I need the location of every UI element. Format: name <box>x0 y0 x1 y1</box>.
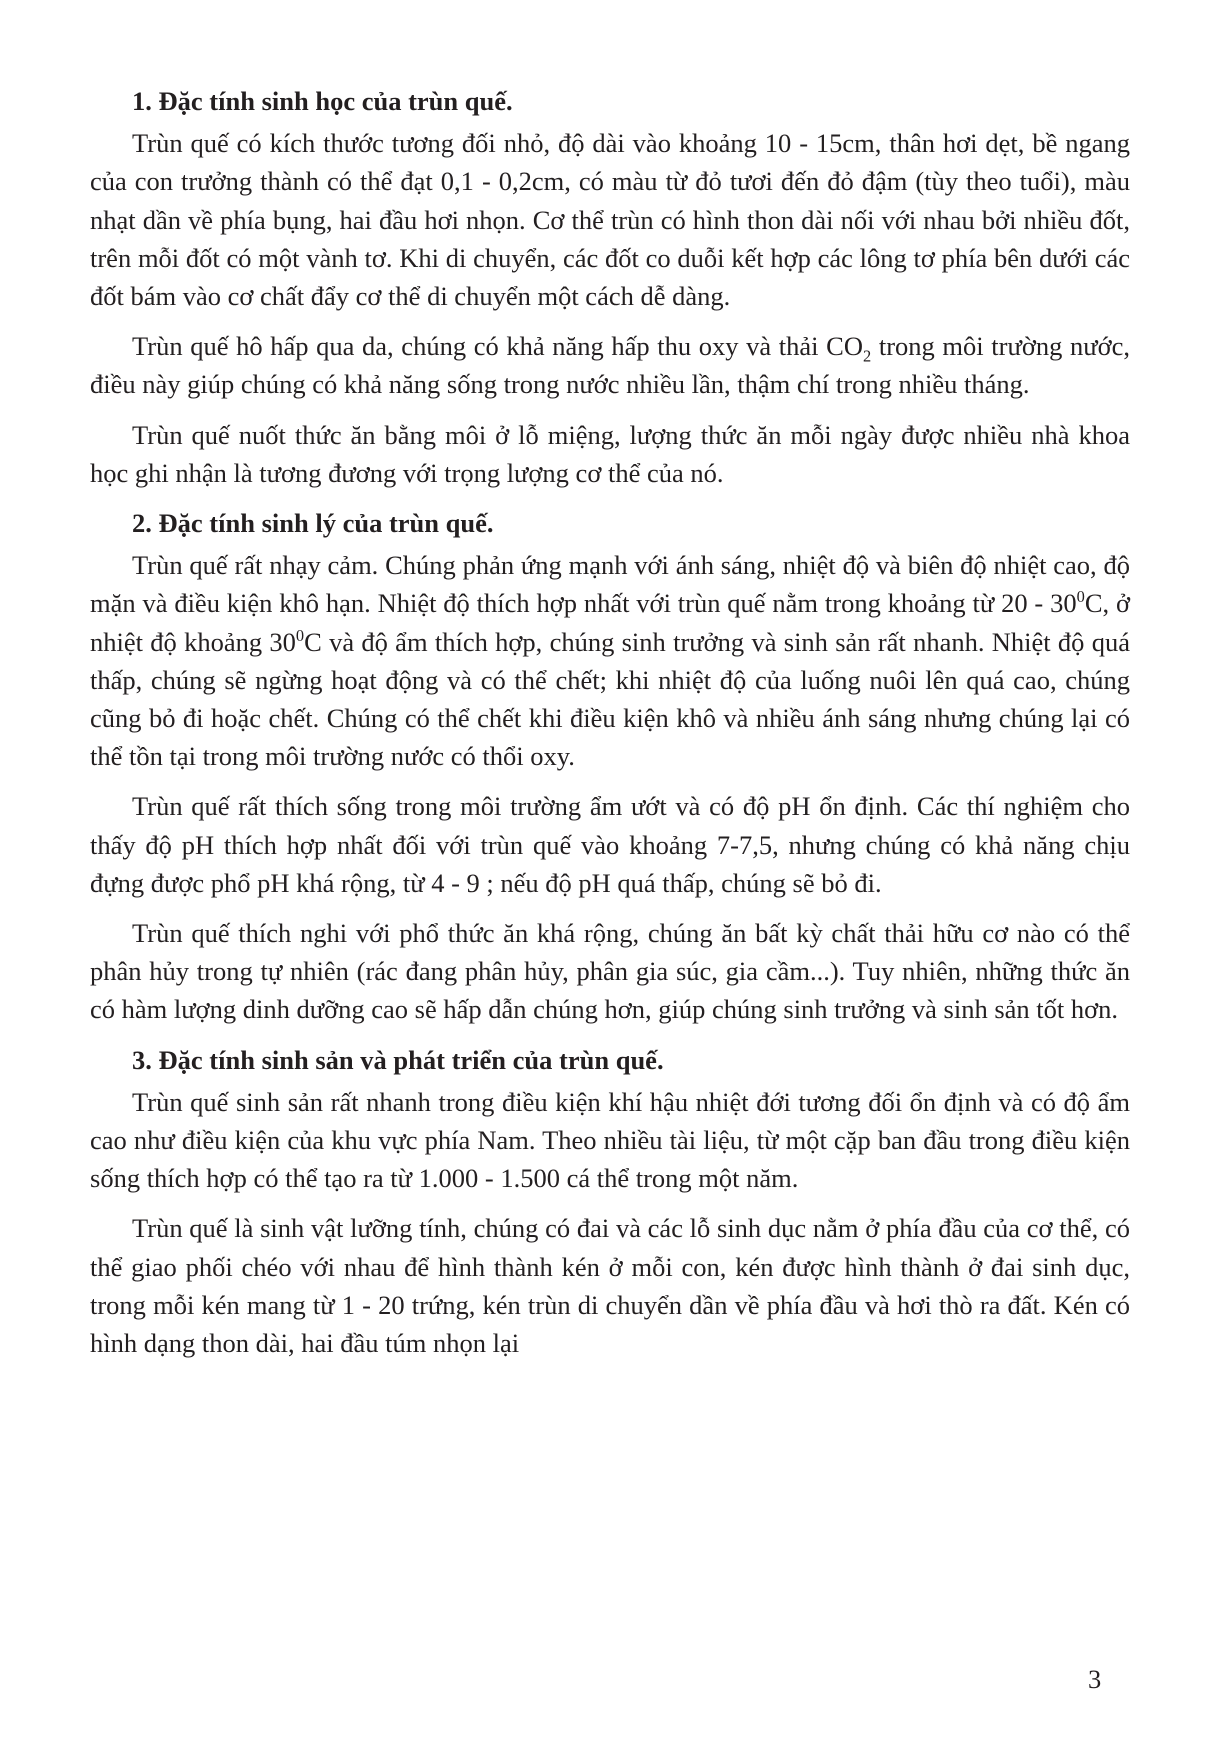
subscript: 2 <box>863 346 872 366</box>
paragraph <box>90 546 1130 775</box>
paragraph: Trùn quế sinh sản rất nhanh trong điều kiện khí hậu nhiệt đới tương đối ổn định và có độ ẩm cao như điều kiện của khu vực phía Nam. Theo nhiều tài liệu, từ một cặp ban đầu trong điều kiện sống thích hợp có thể tạo ra từ 1.000 - 1.500 cá thể trong một năm. <box>90 1086 1130 1194</box>
page-number: 3 <box>1088 1664 1102 1694</box>
section-heading: 1. Đặc tính sinh học của trùn quế. <box>132 86 513 116</box>
paragraph: Trùn quế rất thích sống trong môi trường ẩm ướt và có độ pH ổn định. Các thí nghiệm cho thấy độ pH thích hợp nhất đối với trùn quế vào khoảng 7-7,5, nhưng chúng có khả năng chịu đựng được phổ pH khá rộng, từ 4 - 9 ; nếu độ pH quá thấp, chúng sẽ bỏ đi. <box>90 791 1130 898</box>
paragraph: Trùn quế thích nghi với phổ thức ăn khá rộng, chúng ăn bất kỳ chất thải hữu cơ nào có thể phân hủy trong tự nhiên (rác đang phân hủy, phân gia súc, gia cầm...). Tuy nhiên, những thức ăn có hàm lượng dinh dưỡng cao sẽ hấp dẫn chúng hơn, giúp chúng sinh trưởng và sinh sản tốt hơn. <box>90 918 1130 1025</box>
paragraph: Trùn quế nuốt thức ăn bằng môi ở lỗ miệng, lượng thức ăn mỗi ngày được nhiều nhà khoa học ghi nhận là tương đương với trọng lượng cơ thể của nó. <box>90 419 1130 488</box>
paragraph: Trùn quế có kích thước tương đối nhỏ, độ dài vào khoảng 10 - 15cm, thân hơi dẹt, bề ngang của con trưởng thành có thể đạt 0,1 - 0,2cm, có màu từ đỏ tươi đến đỏ đậm (tùy theo tuổi), màu nhạt dần về phía bụng, hai đầu hơi nhọn. Cơ thể trùn có hình thon dài nối với nhau bởi nhiều đốt, trên mỗi đốt có một vành tơ. Khi di chuyển, các đốt co duỗi kết hợp các lông tơ phía bên dưới các đốt bám vào cơ chất đẩy cơ thể di chuyển một cách dễ dàng. <box>90 128 1130 312</box>
text-run: C và độ ẩm thích hợp, chúng sinh trưởng và sinh sản rất nhanh. Nhiệt độ quá thấp, chúng sẽ ngừng hoạt động và có thể chết; khi nhiệt độ của luống nuôi lên quá cao, chúng cũng bỏ đi hoặc chết. Chúng có thể chết khi điều kiện khô và nhiều ánh sáng nhưng chúng lại có thể tồn tại trong môi trường nước có thổi oxy. <box>90 626 1130 772</box>
text-run: Trùn quế rất nhạy cảm. Chúng phản ứng mạnh với ánh sáng, nhiệt độ và biên độ nhiệt cao, độ mặn và điều kiện khô hạn. Nhiệt độ thích hợp nhất với trùn quế nằm trong khoảng từ 20 - 30 <box>90 550 1130 619</box>
paragraph <box>90 327 1130 403</box>
text-run: C, ở nhiệt độ khoảng 30 <box>90 588 1130 657</box>
text-run: Trùn quế hô hấp qua da, chúng có khả năng hấp thu oxy và thải CO <box>132 331 863 362</box>
paragraph: Trùn quế là sinh vật lưỡng tính, chúng có đai và các lỗ sinh dục nằm ở phía đầu của cơ thể, có thể giao phối chéo với nhau để hình thành kén ở mỗi con, kén được hình thành ở đai sinh dục, trong mỗi kén mang từ 1 - 20 trứng, kén trùn di chuyển dần về phía đầu và hơi thò ra đất. Kén có hình dạng thon dài, hai đầu túm nhọn lại <box>90 1213 1130 1359</box>
superscript: 0 <box>1076 587 1085 607</box>
superscript: 0 <box>295 625 305 645</box>
section-heading: 3. Đặc tính sinh sản và phát triển của trùn quế. <box>132 1044 664 1075</box>
text-run: trong môi trường nước, điều này giúp chúng có khả năng sống trong nước nhiều lần, thậm chí trong nhiều tháng. <box>90 331 1130 400</box>
document-page <box>90 82 1130 1362</box>
section-heading: 2. Đặc tính sinh lý của trùn quế. <box>132 508 494 539</box>
